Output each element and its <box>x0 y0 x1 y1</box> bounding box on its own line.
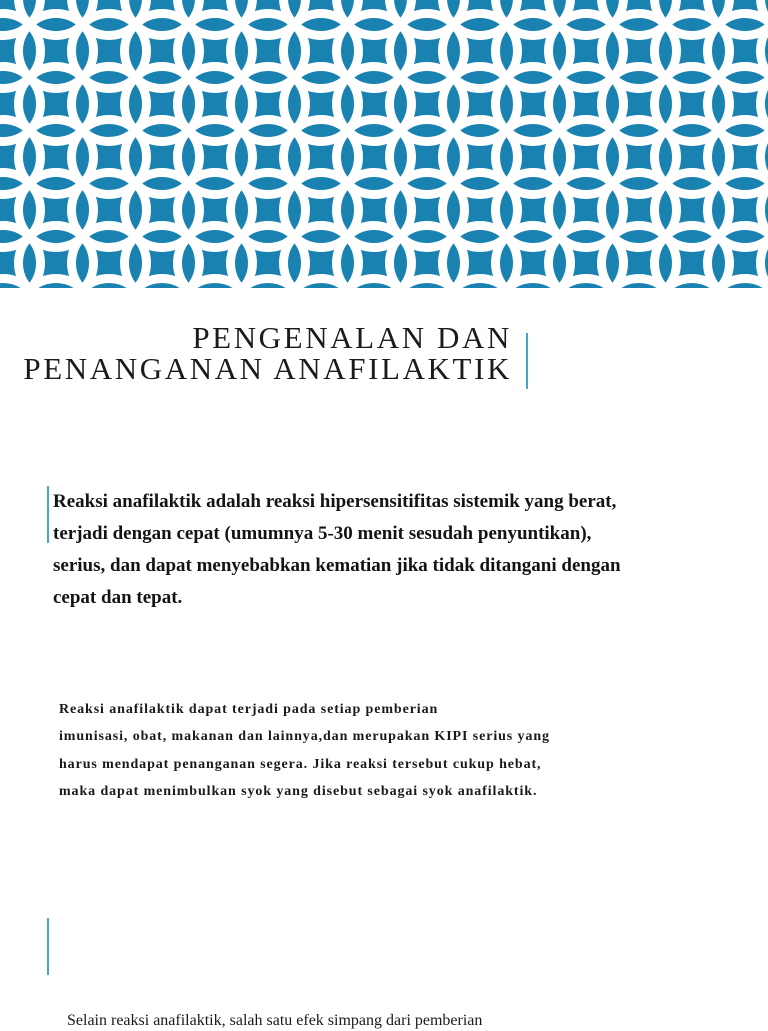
title-line-2: PENANGANAN ANAFILAKTIK <box>0 353 512 384</box>
slide-title <box>0 322 512 384</box>
definition-accent-bar <box>47 486 49 543</box>
definition-line: Reaksi anafilaktik adalah reaksi hipersensitifitas sistemik yang berat, <box>53 486 653 518</box>
definition-paragraph <box>53 486 653 614</box>
body-line: imunisasi, obat, makanan dan lainnya,dan merupakan KIPI serius yang <box>59 723 619 750</box>
next-slide-accent-bar <box>47 918 49 975</box>
definition-line: serius, dan dapat menyebabkan kematian jika tidak ditangani dengan <box>53 550 653 582</box>
body-line: harus mendapat penanganan segera. Jika reaksi tersebut cukup hebat, <box>59 751 619 778</box>
title-line-1: PENGENALAN DAN <box>0 322 512 353</box>
interlocking-circles-pattern <box>0 0 768 288</box>
definition-line: terjadi dengan cepat (umumnya 5-30 menit sesudah penyuntikan), <box>53 518 653 550</box>
body-line: Reaksi anafilaktik dapat terjadi pada setiap pemberian <box>59 696 619 723</box>
next-slide-text: Selain reaksi anafilaktik, salah satu efek simpang dari pemberian <box>67 1011 482 1031</box>
body-paragraph <box>59 696 619 805</box>
title-accent-bar <box>526 333 528 389</box>
decorative-pattern-banner <box>0 0 768 288</box>
definition-line: cepat dan tepat. <box>53 582 653 614</box>
body-line: maka dapat menimbulkan syok yang disebut sebagai syok anafilaktik. <box>59 778 619 805</box>
